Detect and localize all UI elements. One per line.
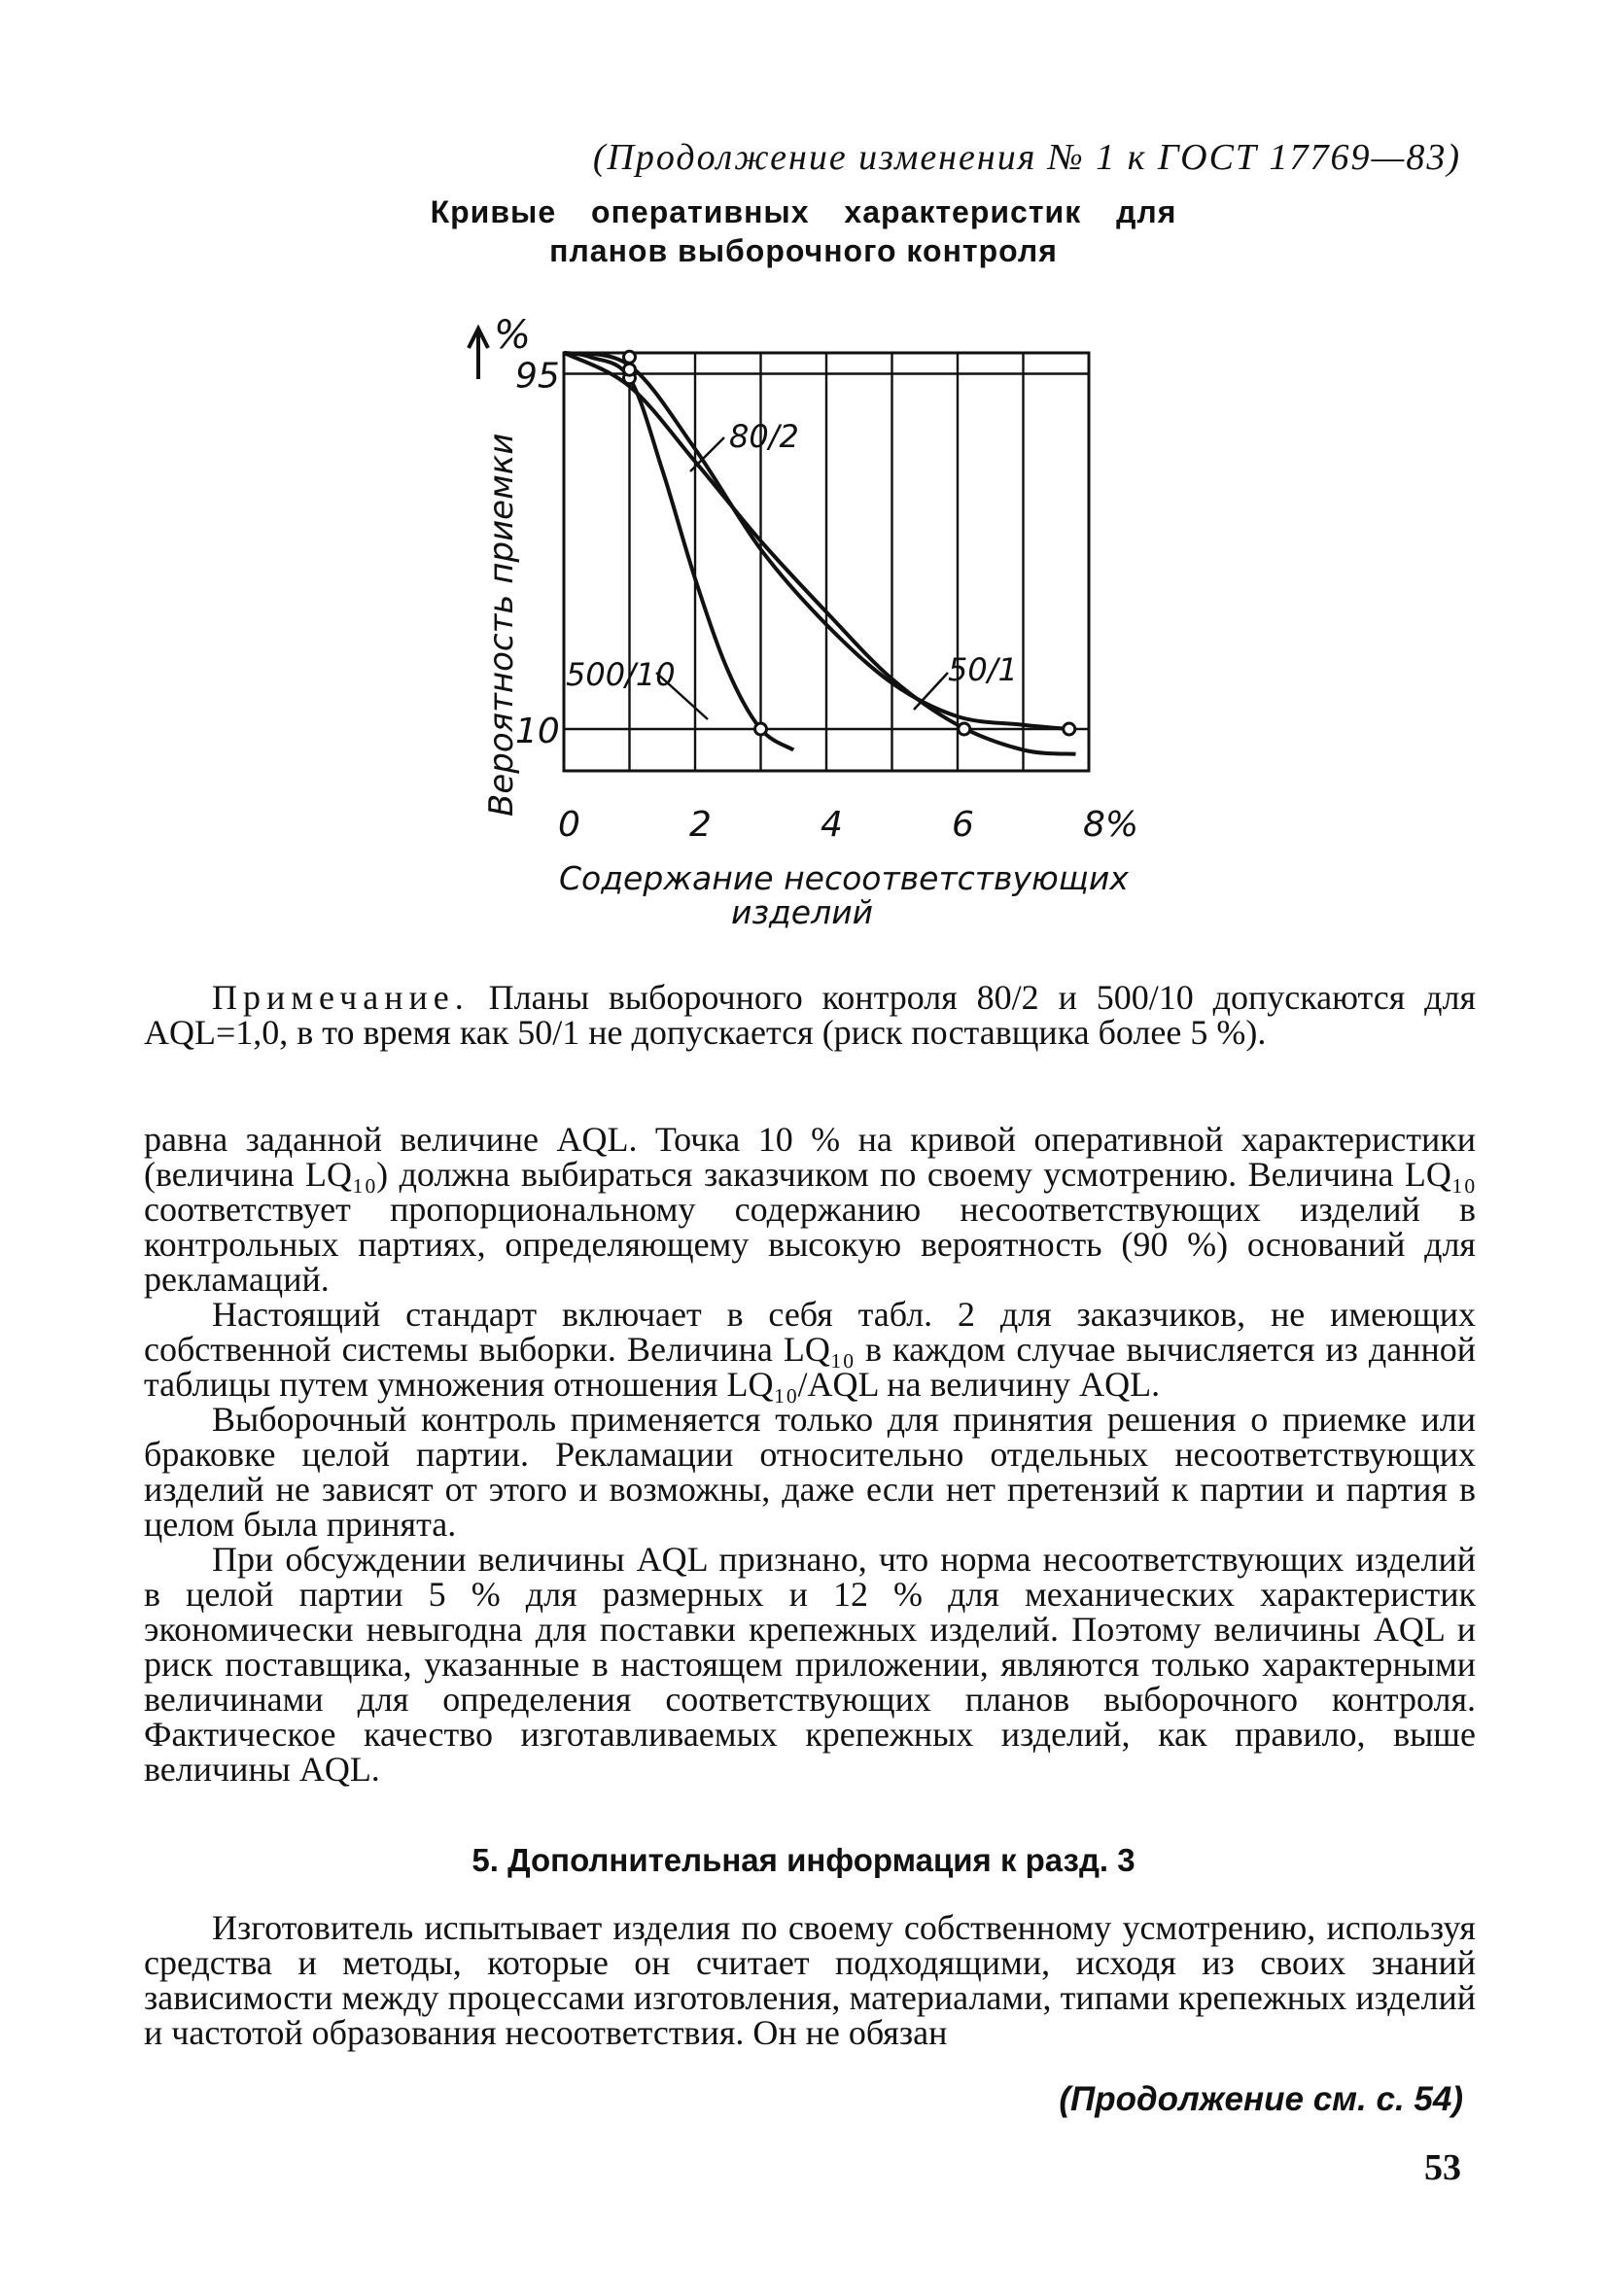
x-tick-label: 0 xyxy=(558,805,580,845)
y-axis-unit: % xyxy=(494,313,532,358)
curve-marker-point xyxy=(755,723,767,735)
curve-marker-point xyxy=(1064,723,1075,735)
section-text-block xyxy=(144,1910,1476,2050)
y-tick-label: 10 xyxy=(515,712,560,751)
paragraph-3: Выборочный контроль применяется только для принятия решения о приемке или браковке целой партии. Рекламации относительно отдельных несоответствующих изделий не зависят от этого и возможны, даже если нет претензий к партии и партия в целом была принята. xyxy=(144,1400,1476,1544)
x-axis-title-line1: Содержание несоответствующих xyxy=(559,859,1129,897)
y-axis-title: Вероятность приемки xyxy=(482,433,521,817)
y-tick-label: 95 xyxy=(515,356,560,397)
paragraph-4: При обсуждении величины AQL признано, что норма несоответствующих изделий в целой партии 5 % для размерных и 12 % для механических характеристик экономически невыгодна для поставки крепежных изделий. Поэтому величины AQL и риск поставщика, указанные в настоящем приложении, являются только характерными величинами для определения соответствующих планов выборочного контроля. Фактическое качество изготавливаемых крепежных изделий, как правило, выше величины AQL. xyxy=(144,1540,1476,1789)
x-tick-label: 6 xyxy=(952,805,974,845)
note-text: Планы выборочного контроля 80/2 и 500/10 допускаются для AQL=1,0, в то время как 50/1 не допускается (риск поставщика более 5 %). xyxy=(144,978,1476,1052)
section-paragraph: Изготовитель испытывает изделия по своему собственному усмотрению, используя средства и методы, которые он считает подходящими, исходя из своих знаний зависимости между процессами изготовления, материалами, типами крепежных изделий и частотой образования несоответствия. Он не обязан xyxy=(144,1908,1476,2052)
curve-label-80-2: 80/2 xyxy=(729,418,799,455)
curve-label-50-1: 50/1 xyxy=(948,651,1018,688)
figure-title xyxy=(0,192,1607,270)
page-number: 53 xyxy=(1424,2147,1461,2188)
header-continuation-note: (Продолжение изменения № 1 к ГОСТ 17769—83) xyxy=(592,137,1461,178)
oc-curve-50-1 xyxy=(564,353,1076,754)
chart-grid xyxy=(564,353,1089,771)
curve-marker-point xyxy=(624,351,636,363)
section-title: 5. Дополнительная информация к разд. 3 xyxy=(472,1842,1135,1878)
paragraph-1: равна заданной величине AQL. Точка 10 % на кривой оперативной характеристики (величина LQ₁₀) должна выбираться заказчиком по своему усмотрению. Величина LQ₁₀ соответствует пропорциональному содержанию несоответствующих изделий в контрольных партиях, определяющему высокую вероятность (90 %) оснований для рекламаций. xyxy=(144,1120,1476,1299)
x-tick-label: 8% xyxy=(1083,805,1139,845)
paragraph-2: Настоящий стандарт включает в себя табл. 2 для заказчиков, не имеющих собственной системы выборки. Величина LQ₁₀ в каждом случае вычисляется из данной таблицы путем умножения отношения LQ₁₀/AQL на величину AQL. xyxy=(144,1295,1476,1404)
x-tick-label: 2 xyxy=(689,805,712,845)
curve-label-500-10: 500/10 xyxy=(566,656,676,693)
curve-marker-point xyxy=(959,723,970,735)
main-text xyxy=(144,1122,1476,1787)
figure-title-line2: планов выборочного контроля xyxy=(549,233,1058,268)
curve-marker-point xyxy=(624,364,636,375)
x-tick-label: 4 xyxy=(821,805,843,845)
note-paragraph xyxy=(144,980,1476,1050)
oc-curves-chart xyxy=(457,311,1196,933)
footer-continuation: (Продолжение см. с. 54) xyxy=(1059,2080,1463,2118)
y-axis-arrow-icon xyxy=(469,329,488,379)
note-label: Примечание. xyxy=(212,978,470,1017)
x-axis-title-line2: изделий xyxy=(731,893,874,931)
chart-curves xyxy=(564,353,1076,754)
figure-title-line1: Кривые оперативных характеристик для xyxy=(430,194,1177,229)
